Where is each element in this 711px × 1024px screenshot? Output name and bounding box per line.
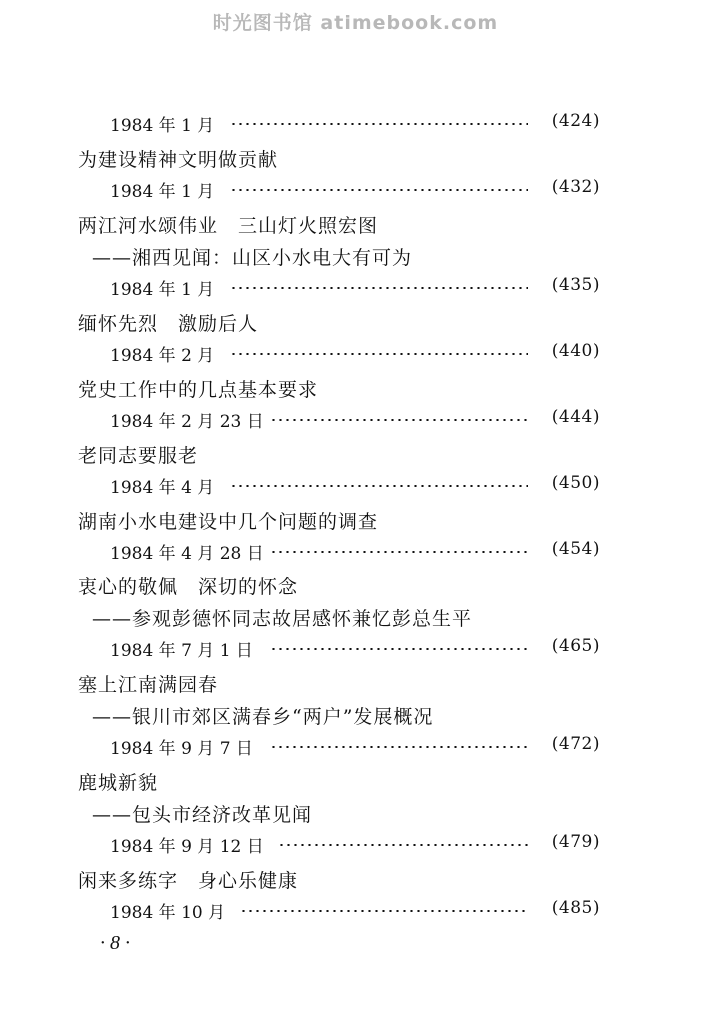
toc-date-line	[110, 898, 600, 922]
toc-page-number: (424)	[551, 111, 600, 131]
dot-leader	[230, 287, 528, 289]
toc-date: 1984 年 4 月 28 日	[110, 544, 264, 564]
toc-entry-title[interactable]: 湖南小水电建设中几个问题的调查	[78, 511, 379, 533]
toc-date: 1984 年 10 月	[110, 903, 226, 923]
dot-leader	[230, 189, 528, 191]
toc-entry-title[interactable]: 衷心的敬佩 深切的怀念	[78, 576, 299, 598]
toc-entry-subtitle: ——包头市经济改革见闻	[92, 804, 313, 826]
toc-date-line	[110, 636, 600, 660]
toc-page-number: (440)	[551, 341, 600, 361]
toc-date: 1984 年 9 月 12 日	[110, 837, 264, 857]
toc-date-line	[110, 539, 600, 563]
toc-page-number: (450)	[551, 473, 600, 493]
dot-leader	[240, 910, 528, 912]
toc-page-number: (435)	[551, 275, 600, 295]
toc-page-number: (444)	[551, 407, 600, 427]
toc-date-line	[110, 111, 600, 135]
toc-date: 1984 年 1 月	[110, 182, 215, 202]
toc-page-number: (465)	[551, 636, 600, 656]
toc-date-line	[110, 341, 600, 365]
toc-entry-title[interactable]: 缅怀先烈 激励后人	[78, 313, 259, 335]
toc-entry-title[interactable]: 塞上江南满园春	[78, 674, 219, 696]
toc-entry-title[interactable]: 两江河水颂伟业 三山灯火照宏图	[78, 215, 379, 237]
toc-entry-subtitle: ——湘西见闻：山区小水电大有可为	[92, 247, 413, 269]
toc-page-number: (472)	[551, 734, 600, 754]
toc-date-line	[110, 275, 600, 299]
dot-leader	[270, 746, 528, 748]
toc-entry-subtitle: ——参观彭德怀同志故居感怀兼忆彭总生平	[92, 608, 473, 630]
toc-date: 1984 年 2 月 23 日	[110, 412, 264, 432]
dot-leader	[270, 419, 528, 421]
toc-entry-title[interactable]: 老同志要服老	[78, 445, 199, 467]
dot-leader	[270, 551, 528, 553]
dot-leader	[230, 353, 528, 355]
toc-entry-title[interactable]: 鹿城新貌	[78, 772, 159, 794]
toc-page-number: (479)	[551, 832, 600, 852]
toc-entry-subtitle: ——银川市郊区满春乡“两户”发展概况	[92, 706, 434, 728]
toc-date-line	[110, 407, 600, 431]
toc-entry-title[interactable]: 为建设精神文明做贡献	[78, 149, 279, 171]
toc-date-line	[110, 734, 600, 758]
toc-date-line	[110, 473, 600, 497]
toc-page-number: (432)	[551, 177, 600, 197]
toc-date: 1984 年 2 月	[110, 346, 215, 366]
toc-date: 1984 年 7 月 1 日	[110, 641, 253, 661]
toc-date: 1984 年 1 月	[110, 116, 215, 136]
toc-date: 1984 年 1 月	[110, 280, 215, 300]
toc-date-line	[110, 832, 600, 856]
page-number-footer: · 8 ·	[100, 932, 130, 954]
dot-leader	[270, 648, 528, 650]
toc-page-number: (454)	[551, 539, 600, 559]
dot-leader	[230, 485, 528, 487]
dot-leader	[230, 123, 528, 125]
toc-date-line	[110, 177, 600, 201]
dot-leader	[278, 844, 528, 846]
toc-date: 1984 年 9 月 7 日	[110, 739, 253, 759]
watermark-text: 时光图书馆 atimebook.com	[212, 12, 499, 34]
toc-page-number: (485)	[551, 898, 600, 918]
toc-entry-title[interactable]: 党史工作中的几点基本要求	[78, 379, 319, 401]
toc-entry-title[interactable]: 闲来多练字 身心乐健康	[78, 870, 299, 892]
toc-date: 1984 年 4 月	[110, 478, 215, 498]
